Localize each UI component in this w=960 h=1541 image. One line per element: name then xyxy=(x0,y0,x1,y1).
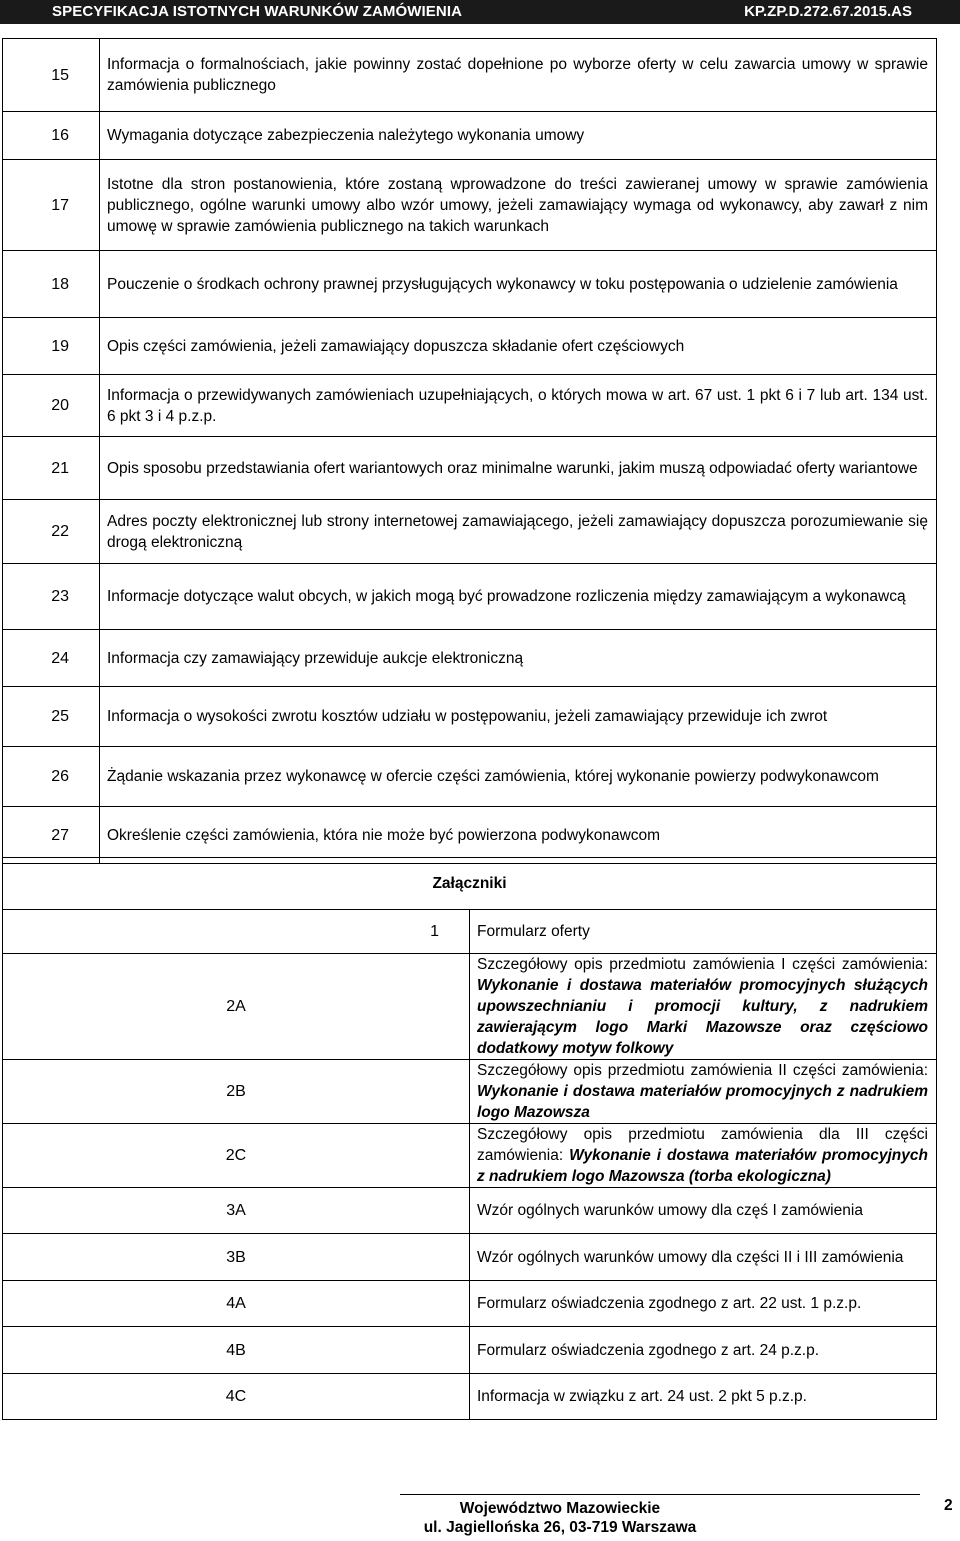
section-number: 16 xyxy=(3,112,100,160)
table-row xyxy=(3,1124,937,1188)
table-row xyxy=(3,630,937,687)
table-row xyxy=(3,1281,937,1327)
document-reference: KP.ZP.D.272.67.2015.AS xyxy=(744,3,912,20)
section-title: Żądanie wskazania przez wykonawcę w ofercie części zamówienia, której wykonanie powierzy podwykonawcom xyxy=(100,747,937,807)
section-title: Opis części zamówienia, jeżeli zamawiający dopuszcza składanie ofert częściowych xyxy=(100,318,937,375)
section-number: 21 xyxy=(3,437,100,500)
table-row xyxy=(3,112,937,160)
section-number: 25 xyxy=(3,687,100,747)
attachment-title: Formularz oferty xyxy=(470,910,937,954)
page-number: 2 xyxy=(944,1497,953,1514)
section-number: 15 xyxy=(3,39,100,112)
table-row xyxy=(3,500,937,564)
section-number: 23 xyxy=(3,564,100,630)
section-title: Informacja czy zamawiający przewiduje aukcje elektroniczną xyxy=(100,630,937,687)
attachment-title-emphasis: Wykonanie i dostawa materiałów promocyjnych z nadrukiem logo Mazowsza xyxy=(477,1083,928,1121)
section-number: 27 xyxy=(3,807,100,864)
attachment-title-text: Szczegółowy opis przedmiotu zamówienia II części zamówienia: xyxy=(477,1062,928,1079)
footer-organization: Województwo Mazowieckie xyxy=(459,1500,661,1517)
section-title: Istotne dla stron postanowienia, które zostaną wprowadzone do treści zawieranej umowy w sprawie zamówienia publicznego, ogólne warunki umowy albo wzór umowy, jeżeli zamawiający wymaga od wykonawcy, aby zawarł z nim umowę w sprawie zamówienia publicznego na takich warunkach xyxy=(100,160,937,251)
attachment-title: Formularz oświadczenia zgodnego z art. 22 ust. 1 p.z.p. xyxy=(470,1281,937,1327)
contents-table xyxy=(2,38,937,864)
attachment-number: 4C xyxy=(3,1374,470,1420)
attachment-number: 4B xyxy=(3,1327,470,1374)
attachment-title-text: Szczegółowy opis przedmiotu zamówienia dla III części zamówienia: xyxy=(477,1126,928,1164)
attachment-title xyxy=(470,1060,937,1124)
table-row xyxy=(3,1374,937,1420)
attachment-title xyxy=(470,1124,937,1188)
table-row xyxy=(3,687,937,747)
section-number: 26 xyxy=(3,747,100,807)
attachment-title: Wzór ogólnych warunków umowy dla części II i III zamówienia xyxy=(470,1234,937,1281)
attachments-title: Załączniki xyxy=(3,858,937,910)
table-row xyxy=(3,1327,937,1374)
table-row xyxy=(3,910,937,954)
section-number: 18 xyxy=(3,251,100,318)
attachment-number: 3A xyxy=(3,1188,470,1234)
section-number: 20 xyxy=(3,375,100,437)
table-row xyxy=(3,747,937,807)
table-row xyxy=(3,807,937,864)
document-header xyxy=(0,0,960,24)
attachment-title: Wzór ogólnych warunków umowy dla częś I zamówienia xyxy=(470,1188,937,1234)
table-row xyxy=(3,39,937,112)
attachment-title: Formularz oświadczenia zgodnego z art. 24 p.z.p. xyxy=(470,1327,937,1374)
section-title: Wymagania dotyczące zabezpieczenia należytego wykonania umowy xyxy=(100,112,937,160)
table-row xyxy=(3,564,937,630)
section-number: 24 xyxy=(3,630,100,687)
attachment-number: 2C xyxy=(3,1124,470,1188)
table-row xyxy=(3,437,937,500)
attachment-number: 2B xyxy=(3,1060,470,1124)
section-number: 22 xyxy=(3,500,100,564)
attachment-title-text: Szczegółowy opis przedmiotu zamówienia I części zamówienia: xyxy=(477,956,928,973)
table-row xyxy=(3,1188,937,1234)
attachment-number: 1 xyxy=(3,910,470,954)
table-row xyxy=(3,375,937,437)
table-row xyxy=(3,251,937,318)
table-row xyxy=(3,1060,937,1124)
section-number: 19 xyxy=(3,318,100,375)
attachment-number: 4A xyxy=(3,1281,470,1327)
table-row xyxy=(3,1234,937,1281)
attachment-title-emphasis: Wykonanie i dostawa materiałów promocyjnych z nadrukiem logo Mazowsza (torba ekologiczna) xyxy=(477,1147,928,1185)
section-title: Pouczenie o środkach ochrony prawnej przysługujących wykonawcy w toku postępowania o udzielenie zamówienia xyxy=(100,251,937,318)
table-row xyxy=(3,318,937,375)
section-title: Informacje dotyczące walut obcych, w jakich mogą być prowadzone rozliczenia między zamawiającym a wykonawcą xyxy=(100,564,937,630)
section-title: Informacja o przewidywanych zamówieniach uzupełniających, o których mowa w art. 67 ust. 1 pkt 6 i 7 lub art. 134 ust. 6 pkt 3 i 4 p.z.p. xyxy=(100,375,937,437)
footer-divider xyxy=(400,1494,920,1495)
section-title: Informacja o formalnościach, jakie powinny zostać dopełnione po wyborze oferty w celu zawarcia umowy w sprawie zamówienia publicznego xyxy=(100,39,937,112)
attachments-header-row xyxy=(3,858,937,910)
attachment-number: 3B xyxy=(3,1234,470,1281)
attachment-title: Informacja w związku z art. 24 ust. 2 pkt 5 p.z.p. xyxy=(470,1374,937,1420)
section-number: 17 xyxy=(3,160,100,251)
section-title: Adres poczty elektronicznej lub strony internetowej zamawiającego, jeżeli zamawiający dopuszcza porozumiewanie się drogą elektroniczną xyxy=(100,500,937,564)
document-title: SPECYFIKACJA ISTOTNYCH WARUNKÓW ZAMÓWIENIA xyxy=(52,3,463,20)
footer-address: ul. Jagiellońska 26, 03-719 Warszawa xyxy=(423,1519,697,1536)
table-row xyxy=(3,954,937,1060)
table-row xyxy=(3,160,937,251)
section-title: Informacja o wysokości zwrotu kosztów udziału w postępowaniu, jeżeli zamawiający przewiduje ich zwrot xyxy=(100,687,937,747)
attachments-table xyxy=(2,857,937,1420)
section-title: Określenie części zamówienia, która nie może być powierzona podwykonawcom xyxy=(100,807,937,864)
attachment-number: 2A xyxy=(3,954,470,1060)
attachment-title xyxy=(470,954,937,1060)
section-title: Opis sposobu przedstawiania ofert wariantowych oraz minimalne warunki, jakim muszą odpowiadać oferty wariantowe xyxy=(100,437,937,500)
attachment-title-emphasis: Wykonanie i dostawa materiałów promocyjnych służących upowszechnianiu i promocji kultury, z nadrukiem zawierającym logo Marki Mazowsze oraz częściowo dodatkowy motyw folkowy xyxy=(477,977,928,1057)
